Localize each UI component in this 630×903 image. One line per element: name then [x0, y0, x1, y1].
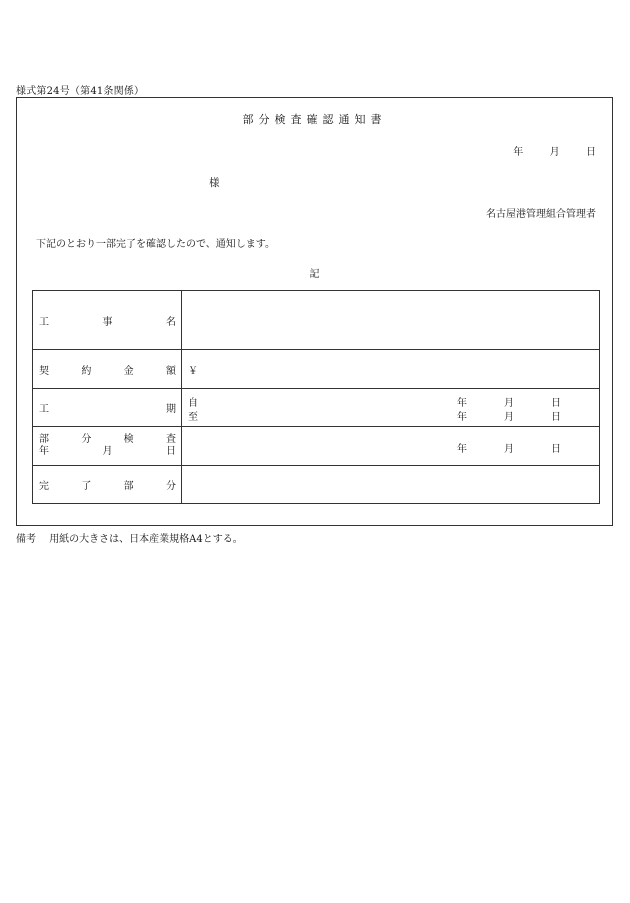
label-char: 工 [39, 316, 49, 328]
period-to-date [457, 408, 561, 423]
date-day-label: 日 [551, 444, 561, 455]
table-row-completed [33, 466, 600, 504]
table-row-project [33, 291, 600, 350]
label-char: 分 [81, 434, 92, 445]
label-char: 年 [39, 446, 49, 457]
label-char: 事 [102, 316, 113, 328]
remarks-text: 用紙の大きさは、日本産業規格A4とする。 [49, 534, 243, 545]
label-char: 査 [165, 434, 176, 445]
notice-text: 下記のとおり一部完了を確認したので、通知します。 [36, 239, 275, 250]
label-char: 名 [166, 316, 176, 328]
label-char: 金 [123, 365, 134, 377]
document-title: 部分検査確認通知書 [242, 113, 387, 126]
project-name-label [33, 291, 182, 350]
issue-date [513, 143, 596, 158]
label-char: 契 [39, 365, 49, 377]
label-char: 検 [123, 434, 134, 445]
date-month-label: 月 [549, 147, 560, 158]
construction-period-label [33, 389, 182, 427]
date-year-label: 年 [513, 147, 524, 158]
label-char: 完 [39, 481, 49, 492]
date-year-label: 年 [457, 444, 467, 455]
remarks-label: 備考 [16, 534, 36, 545]
label-char: 約 [81, 365, 92, 377]
date-day-label: 日 [551, 398, 561, 409]
completed-part-label [33, 466, 182, 504]
date-month-label: 月 [504, 398, 514, 409]
inspection-date-value [182, 427, 600, 466]
table-row-inspection [33, 427, 600, 466]
form-number: 様式第24号（第41条関係） [16, 86, 145, 97]
table-row-amount [33, 350, 600, 389]
issuer-name: 名古屋港管理組合管理者 [486, 209, 596, 220]
project-name-value [182, 291, 600, 350]
detail-table [32, 290, 600, 504]
date-day-label: 日 [586, 147, 596, 158]
label-char: 日 [166, 446, 176, 457]
date-month-label: 月 [504, 444, 514, 455]
label-char: 額 [165, 365, 176, 377]
construction-period-value [182, 389, 600, 427]
inspection-date [457, 440, 561, 455]
remarks [16, 530, 243, 545]
period-from-label: 自 [188, 398, 198, 409]
table-row-period [33, 389, 600, 427]
addressee-suffix: 様 [209, 177, 220, 189]
label-char: 期 [166, 404, 176, 415]
label-char: 部 [123, 481, 134, 492]
ki-heading: 記 [309, 269, 320, 280]
label-char: 分 [165, 481, 176, 492]
label-char: 部 [39, 434, 49, 445]
label-char: 了 [81, 481, 92, 492]
label-char: 工 [39, 404, 49, 415]
inspection-date-label [33, 427, 182, 466]
completed-part-value [182, 466, 600, 504]
date-day-label: 日 [551, 412, 561, 423]
contract-amount-value [182, 350, 600, 389]
form-frame [16, 97, 613, 526]
contract-amount-label [33, 350, 182, 389]
date-year-label: 年 [457, 398, 467, 409]
date-year-label: 年 [457, 412, 467, 423]
period-to-label: 至 [188, 412, 198, 423]
yen-sign: ￥ [188, 365, 198, 377]
period-from-date [457, 394, 561, 409]
date-month-label: 月 [504, 412, 514, 423]
label-char: 月 [102, 446, 113, 457]
